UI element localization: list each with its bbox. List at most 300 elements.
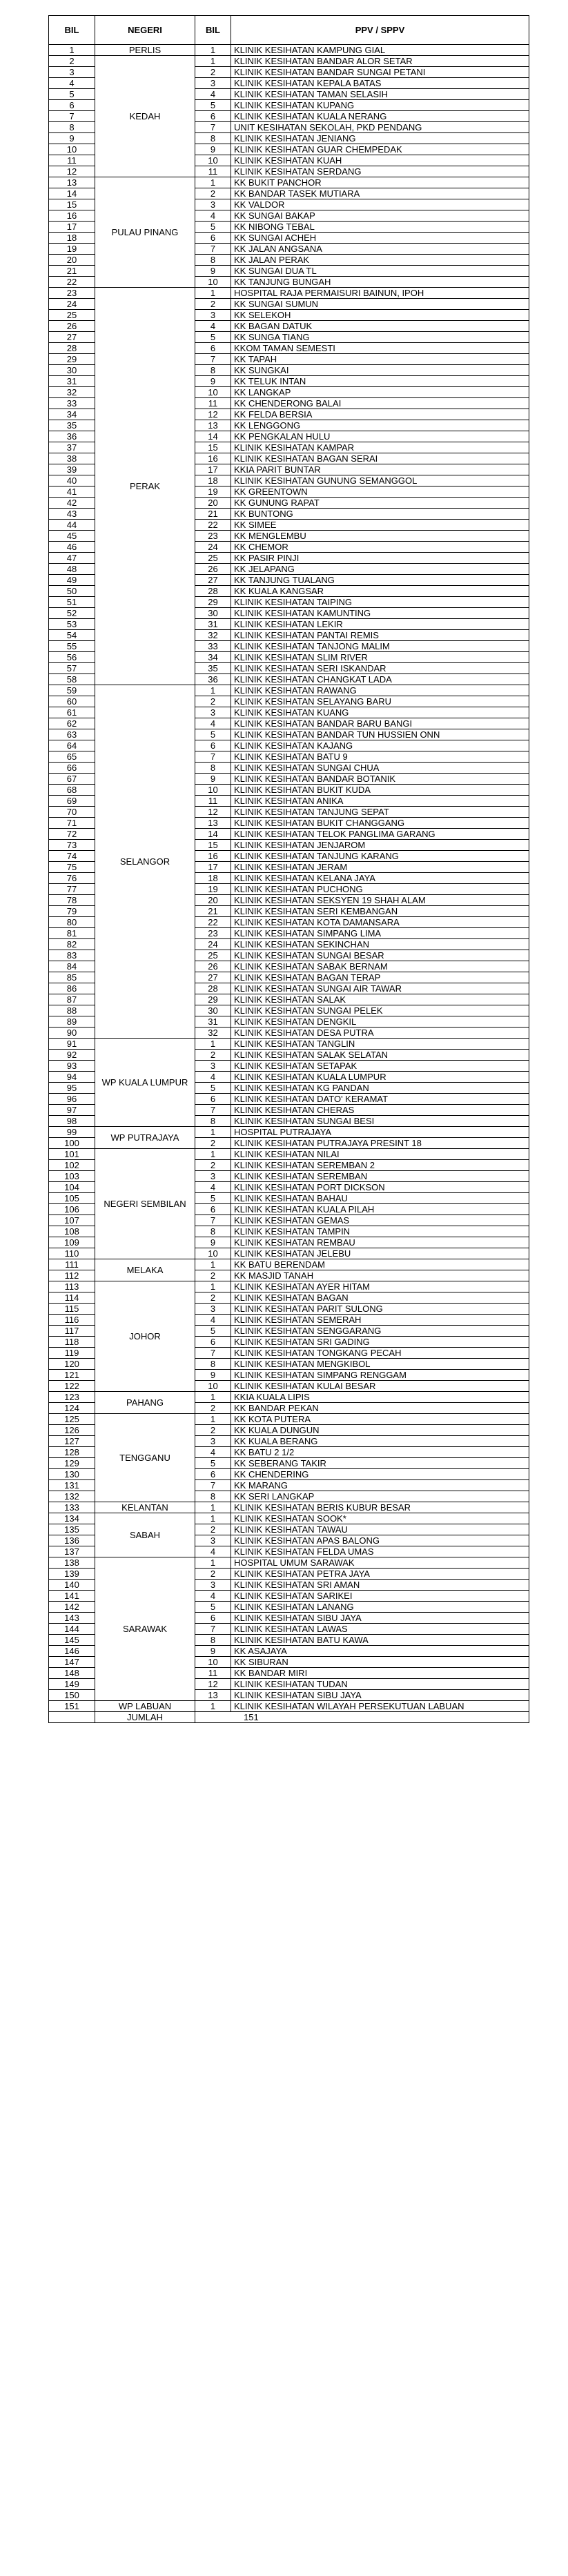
ppv-name: KLINIK KESIHATAN BANDAR ALOR SETAR: [231, 56, 529, 67]
ppv-name: KK SEBERANG TAKIR: [231, 1458, 529, 1469]
state-row-number: 23: [195, 531, 231, 542]
state-row-number: 30: [195, 608, 231, 619]
ppv-name: UNIT KESIHATAN SEKOLAH, PKD PENDANG: [231, 122, 529, 133]
ppv-name: KK CHEMOR: [231, 542, 529, 553]
row-number: 2: [49, 56, 95, 67]
ppv-name: KK BAGAN DATUK: [231, 321, 529, 332]
ppv-name: KK SIBURAN: [231, 1657, 529, 1668]
table-row: [49, 1039, 529, 1050]
state-row-number: 4: [195, 321, 231, 332]
state-row-number: 9: [195, 1646, 231, 1657]
table-row: [49, 1414, 529, 1425]
state-row-number: 8: [195, 763, 231, 774]
row-number: 144: [49, 1624, 95, 1635]
row-number: 143: [49, 1613, 95, 1624]
state-row-number: 26: [195, 961, 231, 972]
table-row: [49, 177, 529, 188]
row-number: 56: [49, 652, 95, 663]
row-number: 124: [49, 1403, 95, 1414]
state-row-number: 1: [195, 1149, 231, 1160]
table-row: [49, 1149, 529, 1160]
state-row-number: 6: [195, 1337, 231, 1348]
ppv-name: HOSPITAL PUTRAJAYA: [231, 1127, 529, 1138]
state-row-number: 6: [195, 343, 231, 354]
ppv-name: KLINIK KESIHATAN SEKINCHAN: [231, 939, 529, 950]
ppv-name: KLINIK KESIHATAN SOOK*: [231, 1513, 529, 1524]
state-row-number: 1: [195, 1127, 231, 1138]
ppv-name: KK BANDAR PEKAN: [231, 1403, 529, 1414]
ppv-name: KLINIK KESIHATAN JELEBU: [231, 1248, 529, 1259]
row-number: 8: [49, 122, 95, 133]
state-row-number: 34: [195, 652, 231, 663]
row-number: 7: [49, 111, 95, 122]
row-number: 78: [49, 895, 95, 906]
header-bil: BIL: [49, 16, 95, 45]
row-number: 138: [49, 1557, 95, 1569]
state-row-number: 1: [195, 1513, 231, 1524]
row-number: 141: [49, 1591, 95, 1602]
row-number: 107: [49, 1215, 95, 1226]
state-row-number: 6: [195, 111, 231, 122]
state-row-number: 5: [195, 729, 231, 740]
ppv-name: KLINIK KESIHATAN LEKIR: [231, 619, 529, 630]
row-number: 106: [49, 1204, 95, 1215]
ppv-name: KLINIK KESIHATAN PARIT SULONG: [231, 1304, 529, 1315]
state-row-number: 4: [195, 1182, 231, 1193]
state-row-number: 15: [195, 442, 231, 453]
state-row-number: 2: [195, 67, 231, 78]
ppv-name: KK GUNUNG RAPAT: [231, 498, 529, 509]
ppv-name: KLINIK KESIHATAN TAMAN SELASIH: [231, 89, 529, 100]
row-number: 126: [49, 1425, 95, 1436]
ppv-name: KLINIK KESIHATAN SRI GADING: [231, 1337, 529, 1348]
state-row-number: 3: [195, 1436, 231, 1447]
row-number: 116: [49, 1315, 95, 1326]
row-number: 125: [49, 1414, 95, 1425]
row-number: 114: [49, 1292, 95, 1304]
state-row-number: 2: [195, 696, 231, 707]
row-number: 151: [49, 1701, 95, 1712]
ppv-name: KLINIK KESIHATAN SRI AMAN: [231, 1580, 529, 1591]
ppv-name: KKIA PARIT BUNTAR: [231, 464, 529, 475]
state-row-number: 3: [195, 1061, 231, 1072]
state-name: SARAWAK: [95, 1557, 195, 1701]
state-row-number: 14: [195, 431, 231, 442]
state-row-number: 10: [195, 1657, 231, 1668]
state-row-number: 8: [195, 1491, 231, 1502]
row-number: 55: [49, 641, 95, 652]
ppv-name: KLINIK KESIHATAN CHERAS: [231, 1105, 529, 1116]
state-row-number: 1: [195, 177, 231, 188]
state-row-number: 16: [195, 453, 231, 464]
state-row-number: 8: [195, 133, 231, 144]
ppv-name: KLINIK KESIHATAN KULAI BESAR: [231, 1381, 529, 1392]
ppv-name: KK TELUK INTAN: [231, 376, 529, 387]
row-number: 28: [49, 343, 95, 354]
ppv-name: KLINIK KESIHATAN PUTRAJAYA PRESINT 18: [231, 1138, 529, 1149]
header-ppv: PPV / SPPV: [231, 16, 529, 45]
row-number: 60: [49, 696, 95, 707]
row-number: 86: [49, 983, 95, 994]
table-header-row: [49, 16, 529, 45]
row-number: 132: [49, 1491, 95, 1502]
row-number: 104: [49, 1182, 95, 1193]
row-number: 87: [49, 994, 95, 1005]
state-row-number: 2: [195, 1292, 231, 1304]
state-row-number: 4: [195, 1315, 231, 1326]
state-name: SABAH: [95, 1513, 195, 1557]
row-number: 65: [49, 751, 95, 763]
ppv-name: KLINIK KESIHATAN BAHAU: [231, 1193, 529, 1204]
header-negeri: NEGERI: [95, 16, 195, 45]
row-number: 18: [49, 233, 95, 244]
row-number: 112: [49, 1270, 95, 1281]
row-number: 130: [49, 1469, 95, 1480]
row-number: 73: [49, 840, 95, 851]
ppv-name: KLINIK KESIHATAN BAGAN: [231, 1292, 529, 1304]
row-number: 111: [49, 1259, 95, 1270]
ppv-name: KLINIK KESIHATAN BAGAN SERAI: [231, 453, 529, 464]
state-row-number: 10: [195, 155, 231, 166]
state-row-number: 2: [195, 1270, 231, 1281]
row-number: 83: [49, 950, 95, 961]
row-number: 42: [49, 498, 95, 509]
row-number: 69: [49, 796, 95, 807]
row-number: 140: [49, 1580, 95, 1591]
row-number: 21: [49, 266, 95, 277]
table-row: [49, 1281, 529, 1292]
state-row-number: 4: [195, 1546, 231, 1557]
row-number: 123: [49, 1392, 95, 1403]
ppv-name: KLINIK KESIHATAN TAWAU: [231, 1524, 529, 1535]
row-number: 14: [49, 188, 95, 199]
row-number: 29: [49, 354, 95, 365]
ppv-name: KLINIK KESIHATAN BANDAR TUN HUSSIEN ONN: [231, 729, 529, 740]
row-number: 25: [49, 310, 95, 321]
row-number: 128: [49, 1447, 95, 1458]
row-number: 45: [49, 531, 95, 542]
ppv-name: KLINIK KESIHATAN TANJUNG KARANG: [231, 851, 529, 862]
state-row-number: 5: [195, 1193, 231, 1204]
ppv-name: KLINIK KESIHATAN TUDAN: [231, 1679, 529, 1690]
state-row-number: 21: [195, 509, 231, 520]
ppv-name: KK JALAN PERAK: [231, 255, 529, 266]
row-number: 23: [49, 288, 95, 299]
row-number: 9: [49, 133, 95, 144]
table-row: [49, 1127, 529, 1138]
total-label: JUMLAH: [95, 1712, 195, 1723]
row-number: 10: [49, 144, 95, 155]
state-row-number: 2: [195, 1138, 231, 1149]
state-row-number: 7: [195, 1215, 231, 1226]
state-row-number: 7: [195, 1624, 231, 1635]
row-number: 134: [49, 1513, 95, 1524]
ppv-name: KK SIMEE: [231, 520, 529, 531]
row-number: 96: [49, 1094, 95, 1105]
row-number: 54: [49, 630, 95, 641]
ppv-name: KLINIK KESIHATAN BERIS KUBUR BESAR: [231, 1502, 529, 1513]
state-row-number: 11: [195, 166, 231, 177]
ppv-name: KK TAPAH: [231, 354, 529, 365]
table-body: [49, 45, 529, 1712]
row-number: 84: [49, 961, 95, 972]
state-row-number: 36: [195, 674, 231, 685]
ppv-name: KK BANDAR TASEK MUTIARA: [231, 188, 529, 199]
state-row-number: 13: [195, 818, 231, 829]
row-number: 38: [49, 453, 95, 464]
row-number: 31: [49, 376, 95, 387]
state-row-number: 5: [195, 100, 231, 111]
row-number: 146: [49, 1646, 95, 1657]
row-number: 15: [49, 199, 95, 210]
ppv-name: KLINIK KESIHATAN SELAYANG BARU: [231, 696, 529, 707]
state-name: KELANTAN: [95, 1502, 195, 1513]
state-row-number: 1: [195, 45, 231, 56]
ppv-name: KLINIK KESIHATAN PETRA JAYA: [231, 1569, 529, 1580]
ppv-name: KLINIK KESIHATAN SIMPANG RENGGAM: [231, 1370, 529, 1381]
ppv-name: KK MARANG: [231, 1480, 529, 1491]
ppv-name: KK BUKIT PANCHOR: [231, 177, 529, 188]
state-name: PULAU PINANG: [95, 177, 195, 288]
state-row-number: 12: [195, 1679, 231, 1690]
row-number: 17: [49, 222, 95, 233]
document-page: [48, 15, 529, 1723]
row-number: 47: [49, 553, 95, 564]
ppv-name: KK JALAN ANGSANA: [231, 244, 529, 255]
ppv-name: KK SUNGAI BAKAP: [231, 210, 529, 222]
row-number: 120: [49, 1359, 95, 1370]
state-row-number: 15: [195, 840, 231, 851]
ppv-name: KK ASAJAYA: [231, 1646, 529, 1657]
ppv-name: KLINIK KESIHATAN ANIKA: [231, 796, 529, 807]
row-number: 76: [49, 873, 95, 884]
ppv-name: KK LENGGONG: [231, 420, 529, 431]
state-row-number: 5: [195, 1602, 231, 1613]
row-number: 137: [49, 1546, 95, 1557]
state-row-number: 2: [195, 1050, 231, 1061]
state-name: WP PUTRAJAYA: [95, 1127, 195, 1149]
state-row-number: 9: [195, 144, 231, 155]
state-row-number: 9: [195, 1237, 231, 1248]
row-number: 135: [49, 1524, 95, 1535]
state-row-number: 5: [195, 1458, 231, 1469]
state-name: TENGGANU: [95, 1414, 195, 1502]
state-row-number: 9: [195, 774, 231, 785]
ppv-name: KLINIK KESIHATAN AYER HITAM: [231, 1281, 529, 1292]
row-number: 19: [49, 244, 95, 255]
row-number: 75: [49, 862, 95, 873]
row-number: 41: [49, 486, 95, 498]
ppv-name: KLINIK KESIHATAN SIBU JAYA: [231, 1690, 529, 1701]
state-row-number: 29: [195, 597, 231, 608]
row-number: 62: [49, 718, 95, 729]
ppv-name: KLINIK KESIHATAN DESA PUTRA: [231, 1028, 529, 1039]
total-value: 151: [195, 1712, 529, 1723]
row-number: 50: [49, 586, 95, 597]
ppv-name: KLINIK KESIHATAN SALAK: [231, 994, 529, 1005]
state-row-number: 14: [195, 829, 231, 840]
row-number: 24: [49, 299, 95, 310]
state-row-number: 30: [195, 1005, 231, 1016]
table-row: [49, 45, 529, 56]
state-row-number: 7: [195, 1480, 231, 1491]
ppv-name: KLINIK KESIHATAN RAWANG: [231, 685, 529, 696]
ppv-name: KLINIK KESIHATAN TANJONG MALIM: [231, 641, 529, 652]
row-number: 150: [49, 1690, 95, 1701]
ppv-name: KK SELEKOH: [231, 310, 529, 321]
row-number: 72: [49, 829, 95, 840]
row-number: 122: [49, 1381, 95, 1392]
ppv-name: KK GREENTOWN: [231, 486, 529, 498]
ppv-name: KLINIK KESIHATAN BATU KAWA: [231, 1635, 529, 1646]
row-number: 129: [49, 1458, 95, 1469]
state-name: WP KUALA LUMPUR: [95, 1039, 195, 1127]
row-number: 131: [49, 1480, 95, 1491]
ppv-name: KK JELAPANG: [231, 564, 529, 575]
state-row-number: 8: [195, 1359, 231, 1370]
row-number: 26: [49, 321, 95, 332]
row-number: 13: [49, 177, 95, 188]
ppv-name: KLINIK KESIHATAN BUKIT CHANGGANG: [231, 818, 529, 829]
state-name: PAHANG: [95, 1392, 195, 1414]
ppv-name: KLINIK KESIHATAN DENGKIL: [231, 1016, 529, 1028]
state-row-number: 3: [195, 310, 231, 321]
state-row-number: 10: [195, 277, 231, 288]
state-row-number: 8: [195, 1635, 231, 1646]
ppv-name: KLINIK KESIHATAN KUALA PILAH: [231, 1204, 529, 1215]
row-number: 90: [49, 1028, 95, 1039]
ppv-name: KLINIK KESIHATAN MENGKIBOL: [231, 1359, 529, 1370]
ppv-name: KLINIK KESIHATAN FELDA UMAS: [231, 1546, 529, 1557]
row-number: 105: [49, 1193, 95, 1204]
state-row-number: 23: [195, 928, 231, 939]
state-row-number: 3: [195, 1535, 231, 1546]
row-number: 93: [49, 1061, 95, 1072]
ppv-name: KLINIK KESIHATAN SUNGAI BESAR: [231, 950, 529, 961]
row-number: 103: [49, 1171, 95, 1182]
state-row-number: 22: [195, 917, 231, 928]
table-row: [49, 1259, 529, 1270]
table-row: [49, 1701, 529, 1712]
ppv-name: KLINIK KESIHATAN SABAK BERNAM: [231, 961, 529, 972]
row-number: 52: [49, 608, 95, 619]
ppv-name: KLINIK KESIHATAN KUALA LUMPUR: [231, 1072, 529, 1083]
row-number: 94: [49, 1072, 95, 1083]
ppv-name: KLINIK KESIHATAN KUAH: [231, 155, 529, 166]
row-number: 133: [49, 1502, 95, 1513]
ppv-name: KK NIBONG TEBAL: [231, 222, 529, 233]
row-number: 35: [49, 420, 95, 431]
state-row-number: 1: [195, 288, 231, 299]
state-row-number: 1: [195, 1259, 231, 1270]
state-row-number: 4: [195, 1072, 231, 1083]
row-number: 39: [49, 464, 95, 475]
state-row-number: 1: [195, 56, 231, 67]
row-number: 110: [49, 1248, 95, 1259]
state-row-number: 20: [195, 895, 231, 906]
row-number: 98: [49, 1116, 95, 1127]
state-row-number: 9: [195, 266, 231, 277]
ppv-name: KLINIK KESIHATAN TONGKANG PECAH: [231, 1348, 529, 1359]
row-number: 64: [49, 740, 95, 751]
state-row-number: 29: [195, 994, 231, 1005]
table-row: [49, 1513, 529, 1524]
row-number: 43: [49, 509, 95, 520]
ppv-name: KLINIK KESIHATAN BANDAR BOTANIK: [231, 774, 529, 785]
state-row-number: 3: [195, 199, 231, 210]
row-number: 102: [49, 1160, 95, 1171]
state-row-number: 5: [195, 222, 231, 233]
state-row-number: 12: [195, 807, 231, 818]
state-row-number: 6: [195, 1094, 231, 1105]
ppv-name: KLINIK KESIHATAN TAIPING: [231, 597, 529, 608]
ppv-name: KLINIK KESIHATAN SEREMBAN 2: [231, 1160, 529, 1171]
state-name: WP LABUAN: [95, 1701, 195, 1712]
ppv-name: KLINIK KESIHATAN KAMPUNG GIAL: [231, 45, 529, 56]
row-number: 6: [49, 100, 95, 111]
state-row-number: 19: [195, 884, 231, 895]
state-row-number: 13: [195, 1690, 231, 1701]
row-number: 115: [49, 1304, 95, 1315]
state-row-number: 31: [195, 1016, 231, 1028]
state-name: SELANGOR: [95, 685, 195, 1039]
state-row-number: 3: [195, 1171, 231, 1182]
state-row-number: 7: [195, 751, 231, 763]
row-number: 30: [49, 365, 95, 376]
ppv-name: KLINIK KESIHATAN JERAM: [231, 862, 529, 873]
state-row-number: 26: [195, 564, 231, 575]
ppv-name: KLINIK KESIHATAN SERI ISKANDAR: [231, 663, 529, 674]
ppv-name: KLINIK KESIHATAN KG PANDAN: [231, 1083, 529, 1094]
ppv-name: KLINIK KESIHATAN KUANG: [231, 707, 529, 718]
row-number: 4: [49, 78, 95, 89]
ppv-name: KLINIK KESIHATAN SEKSYEN 19 SHAH ALAM: [231, 895, 529, 906]
row-number: 99: [49, 1127, 95, 1138]
state-row-number: 6: [195, 233, 231, 244]
row-number: 82: [49, 939, 95, 950]
ppv-name: KK FELDA BERSIA: [231, 409, 529, 420]
ppv-name: KLINIK KESIHATAN BAGAN TERAP: [231, 972, 529, 983]
row-number: 34: [49, 409, 95, 420]
row-number: 49: [49, 575, 95, 586]
state-row-number: 21: [195, 906, 231, 917]
ppv-name: KK BATU BERENDAM: [231, 1259, 529, 1270]
ppv-name: KK SUNGAI SUMUN: [231, 299, 529, 310]
ppv-name: KK SUNGA TIANG: [231, 332, 529, 343]
row-number: 97: [49, 1105, 95, 1116]
ppv-name: KK SUNGKAI: [231, 365, 529, 376]
row-number: 91: [49, 1039, 95, 1050]
ppv-name: KK VALDOR: [231, 199, 529, 210]
ppv-name: KK SERI LANGKAP: [231, 1491, 529, 1502]
ppv-name: KLINIK KESIHATAN SUNGAI PELEK: [231, 1005, 529, 1016]
ppv-name: KK BATU 2 1/2: [231, 1447, 529, 1458]
state-row-number: 1: [195, 1281, 231, 1292]
ppv-name: KLINIK KESIHATAN SIMPANG LIMA: [231, 928, 529, 939]
header-bil-state: BIL: [195, 16, 231, 45]
state-row-number: 2: [195, 1524, 231, 1535]
state-row-number: 27: [195, 575, 231, 586]
state-row-number: 2: [195, 1403, 231, 1414]
row-number: 149: [49, 1679, 95, 1690]
state-row-number: 28: [195, 586, 231, 597]
state-row-number: 10: [195, 1381, 231, 1392]
state-row-number: 7: [195, 1348, 231, 1359]
state-row-number: 11: [195, 1668, 231, 1679]
state-row-number: 9: [195, 376, 231, 387]
row-number: 148: [49, 1668, 95, 1679]
row-number: 22: [49, 277, 95, 288]
